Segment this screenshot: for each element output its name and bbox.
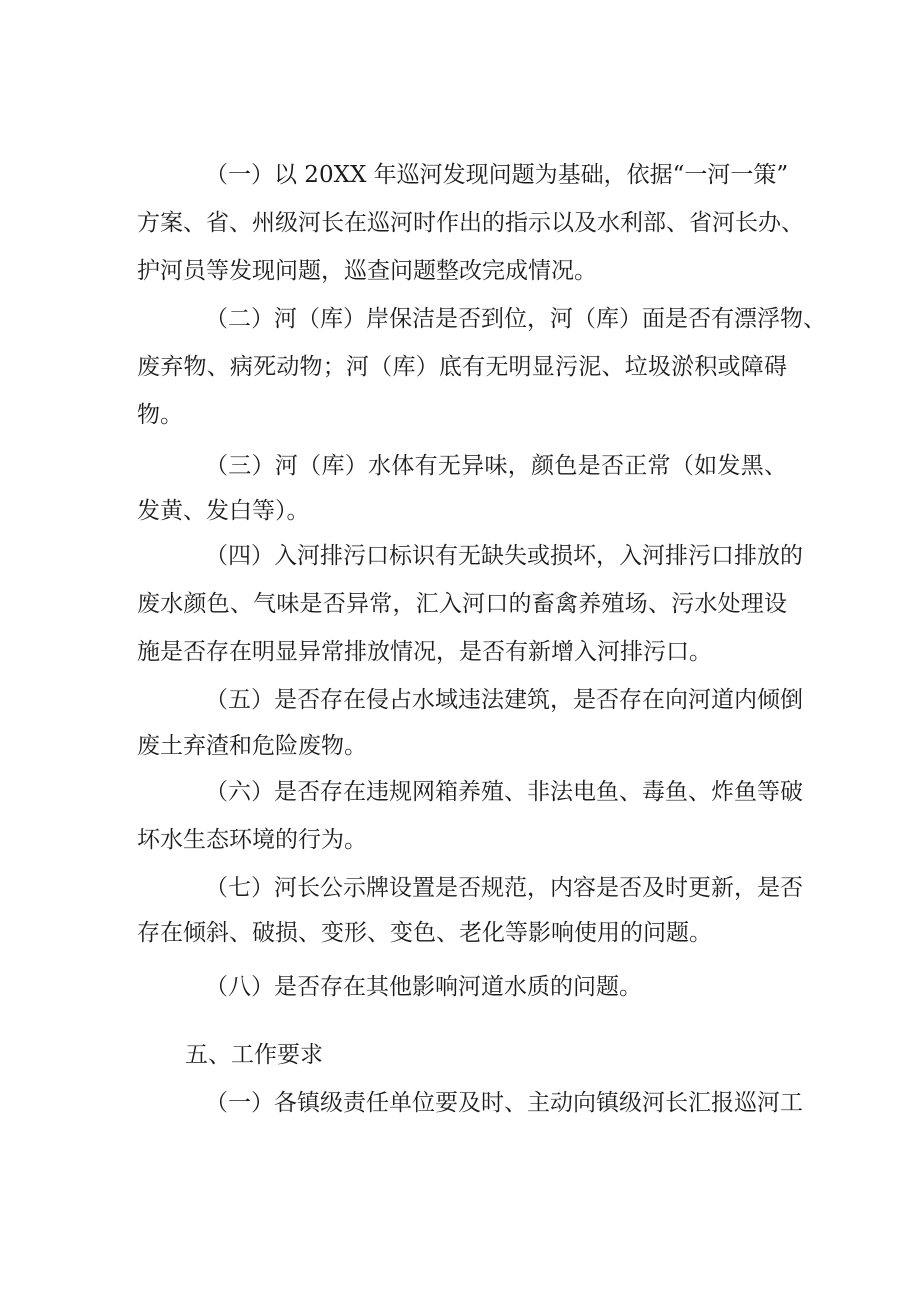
paragraph-8-line-1: （八）是否存在其他影响河道水质的问题。 — [205, 974, 642, 1000]
paragraph-6-line-1: （六）是否存在违规网箱养殖、非法电鱼、毒鱼、炸鱼等破 — [205, 779, 803, 805]
paragraph-5-line-1: （五）是否存在侵占水域违法建筑，是否存在向河道内倾倒 — [205, 687, 803, 713]
paragraph-6-line-2: 坏水生态环境的行为。 — [137, 827, 367, 853]
paragraph-4-line-3: 施是否存在明显异常排放情况，是否有新增入河排污口。 — [137, 639, 712, 665]
section-heading: 五、工作要求 — [185, 1042, 323, 1068]
paragraph-1-line-2: 方案、省、州级河长在巡河时作出的指示以及水利部、省河长办、 — [137, 210, 804, 236]
paragraph-4-line-2: 废水颜色、气味是否异常，汇入河口的畜禽养殖场、污水处理设 — [137, 591, 787, 617]
paragraph-2-line-2: 废弃物、病死动物；河（库）底有无明显污泥、垃圾淤积或障碍 — [137, 354, 787, 380]
paragraph-1-line-1: （一）以 20XX 年巡河发现问题为基础，依据“一河一策” — [205, 162, 789, 188]
paragraph-3-line-1: （三）河（库）水体有无异味，颜色是否正常（如发黑、 — [205, 453, 787, 479]
paragraph-1-line-3: 护河员等发现问题，巡查问题整改完成情况。 — [137, 258, 597, 284]
paragraph-2-line-1: （二）河（库）岸保洁是否到位，河（库）面是否有漂浮物、 — [205, 306, 826, 332]
paragraph-2-line-3: 物。 — [137, 402, 183, 428]
paragraph-5-line-2: 废土弃渣和危险废物。 — [137, 733, 367, 759]
paragraph-7-line-2: 存在倾斜、破损、变形、变色、老化等影响使用的问题。 — [137, 920, 712, 946]
paragraph-4-line-1: （四）入河排污口标识有无缺失或损坏，入河排污口排放的 — [205, 543, 803, 569]
paragraph-3-line-2: 发黄、发白等）。 — [137, 498, 310, 524]
final-paragraph-line-1: （一）各镇级责任单位要及时、主动向镇级河长汇报巡河工 — [205, 1090, 803, 1116]
paragraph-7-line-1: （七）河长公示牌设置是否规范，内容是否及时更新，是否 — [205, 875, 803, 901]
